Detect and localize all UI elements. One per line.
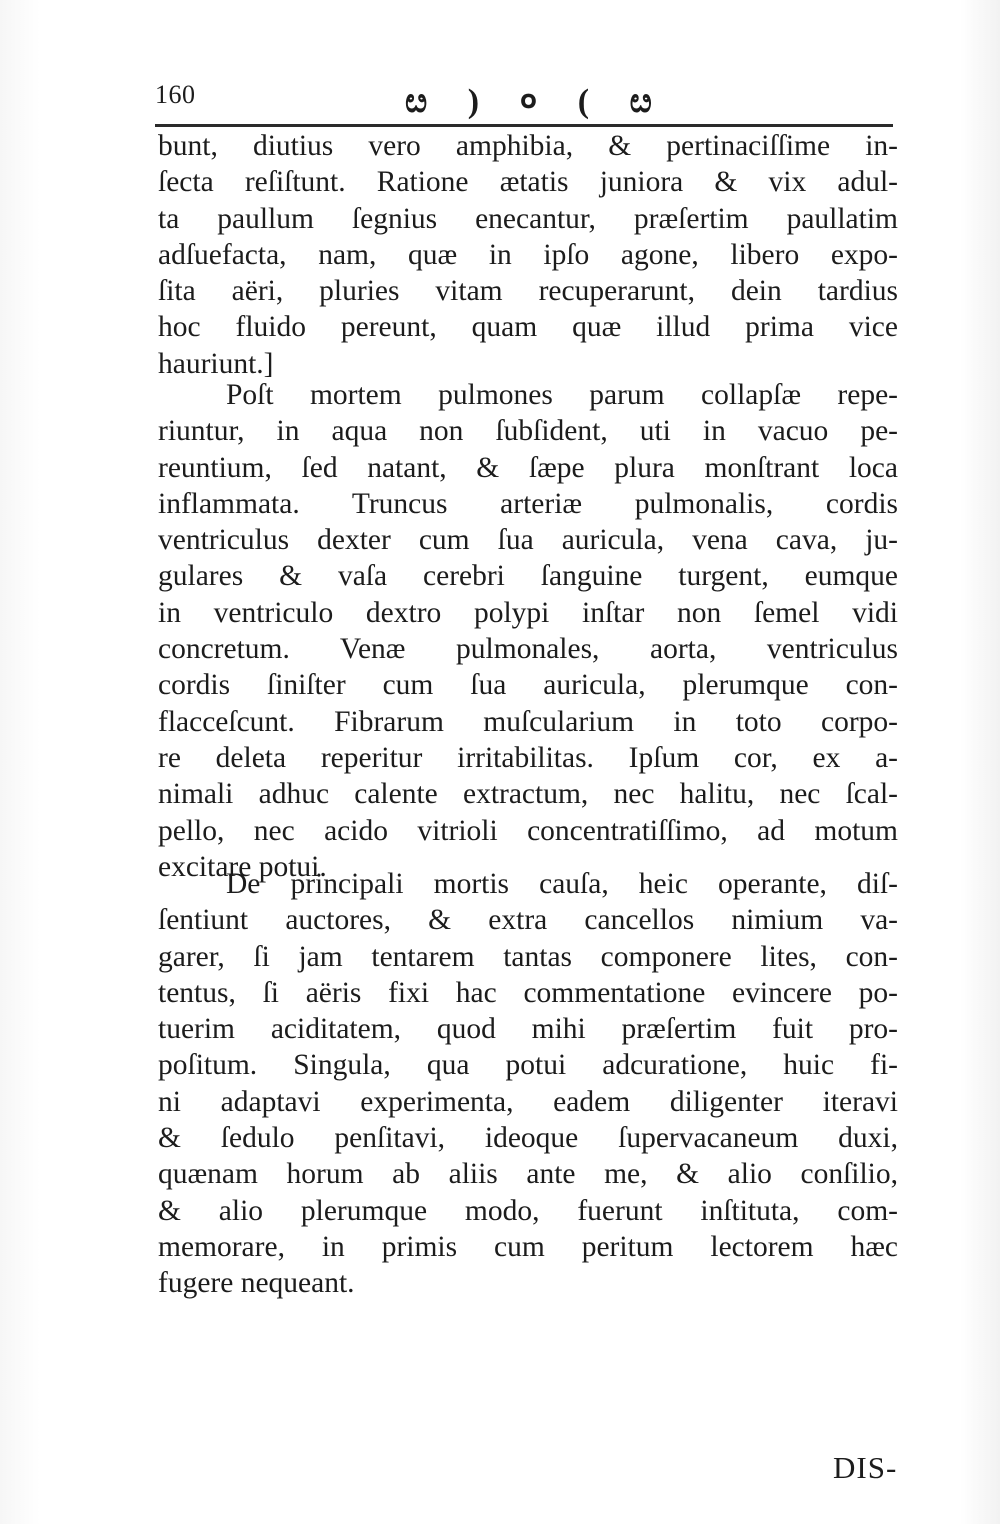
text-line: garer, ſi jam tentarem tantas componere lites, con- [158,940,898,973]
text-line: hauriunt.] [158,347,274,380]
page-number: 160 [155,80,196,109]
text-line: De principali mortis cauſa, heic operante, diſ- [226,868,898,900]
text-line: ni adaptavi experimenta, eadem diligenter iteravi [158,1085,898,1118]
text-line: excitare potui. [158,850,327,883]
text-line: in ventriculo dextro polypi inſtar non ſemel vidi [158,596,898,629]
text-line: tentus, ſi aëris fixi hac commentatione evincere po- [158,976,898,1009]
text-line: pello, nec acido vitrioli concentratiſſimo, ad motum [158,814,898,847]
text-line: concretum. Venæ pulmonales, aorta, ventriculus [158,633,898,666]
text-line: hoc fluido pereunt, quam quæ illud prima vice [158,311,898,344]
text-line: reuntium, ſed natant, & ſæpe plura monſtrant loca [158,451,898,484]
header-ornament: ೞ ) ० ( ೞ [405,83,668,120]
catchword: DIS- [833,1450,898,1485]
text-line: tuerim aciditatem, quod mihi præſertim fuit pro- [158,1013,898,1046]
header-rule [155,124,893,127]
text-line: memorare, in primis cum peritum lectorem hæc [158,1230,898,1263]
text-line: & ſedulo penſitavi, ideoque ſupervacaneum duxi, [158,1122,898,1155]
text-line: nimali adhuc calente extractum, nec halitu, nec ſcal- [158,778,898,811]
text-line: riuntur, in aqua non ſubſident, uti in vacuo pe- [158,415,898,448]
text-line: gulares & vaſa cerebri ſanguine turgent, eumque [158,560,898,593]
page-header [155,76,895,120]
text-line: quænam horum ab aliis ante me, & alio conſilio, [158,1158,898,1191]
text-line: ſentiunt auctores, & extra cancellos nimium va- [158,904,898,937]
text-line: bunt, diutius vero amphibia, & pertinaciſſime in- [158,130,898,162]
text-line: ta paullum ſegnius enecantur, præſertim paullatim [158,202,898,235]
text-line: ſita aëri, pluries vitam recuperarunt, dein tardius [158,275,898,308]
text-line: ſecta reſiſtunt. Ratione ætatis juniora & vix adul- [158,166,898,199]
text-line: re deleta reperitur irritabilitas. Ipſum cor, ex a- [158,741,898,774]
text-line: flacceſcunt. Fibrarum muſcularium in toto corpo- [158,705,898,738]
paragraph-3 [158,866,898,1302]
text-line: cordis ſiniſter cum ſua auricula, plerumque con- [158,669,898,702]
text-line: & alio plerumque modo, fuerunt inſtituta, com- [158,1194,898,1227]
text-line: ventriculus dexter cum ſua auricula, vena cava, ju- [158,524,898,557]
paragraph-1 [158,128,898,382]
text-line: Poſt mortem pulmones parum collapſæ repe- [226,379,898,411]
paragraph-2 [158,377,898,885]
text-line: inflammata. Truncus arteriæ pulmonalis, cordis [158,487,898,520]
text-line: poſitum. Singula, qua potui adcuratione, huic fi- [158,1049,898,1082]
text-line: fugere nequeant. [158,1267,355,1300]
text-line: adſuefacta, nam, quæ in ipſo agone, libero expo- [158,238,898,271]
